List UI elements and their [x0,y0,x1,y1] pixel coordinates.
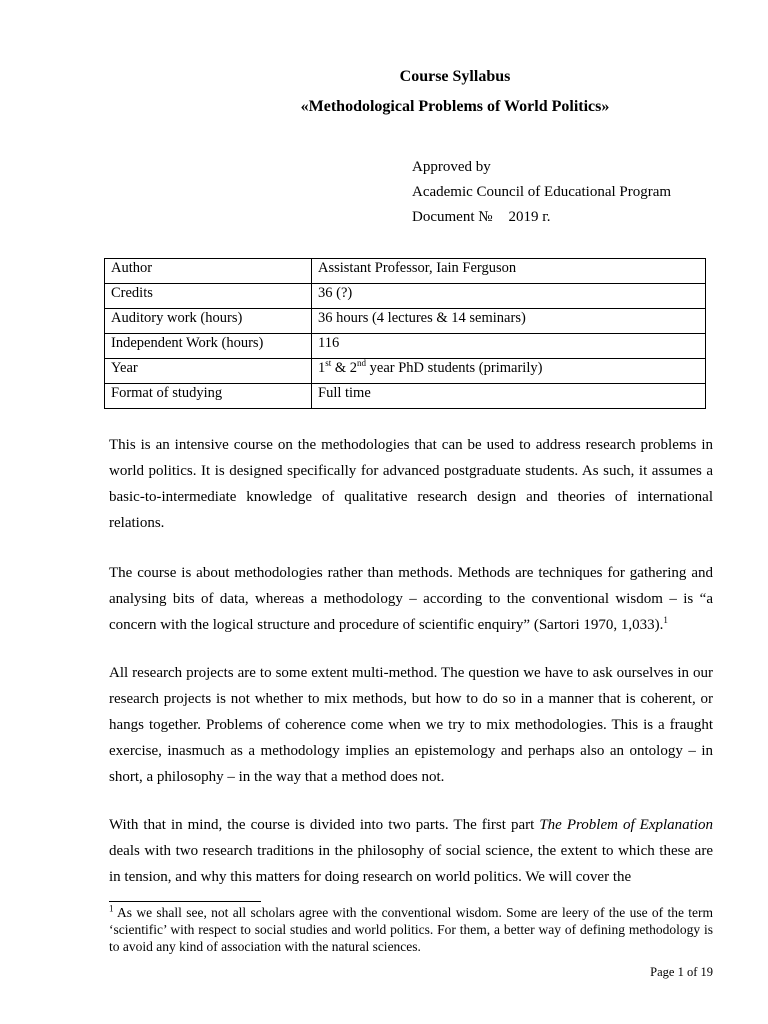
year-part: 1 [318,360,326,376]
table-value [312,359,706,384]
paragraph-text: With that in mind, the course is divided into two parts. The first part [109,817,540,833]
approval-council: Academic Council of Educational Program [412,184,672,200]
table-row [105,284,706,309]
table-key: Auditory work (hours) [105,309,312,334]
table-row [105,384,706,409]
table-row [105,359,706,384]
table-key: Format of studying [105,384,312,409]
footnote [109,904,713,955]
paragraph-text: deals with two research traditions in the philosophy of social science, the extent to which these are in tension, and why this matters for doing research on world politics. We will cover the [109,843,713,885]
table-row [105,334,706,359]
table-key: Independent Work (hours) [105,334,312,359]
approval-line: Approved by [412,159,491,175]
year-part: year PhD students (primarily) [366,360,543,376]
year-suffix: st [325,358,332,369]
intro-paragraph: This is an intensive course on the methodologies that can be used to address research problems in world politics. It is designed specifically for advanced postgraduate students. As such, it assumes a basic-to-intermediate knowledge of qualitative research design and theories of international relations. [109,437,713,531]
table-row [105,259,706,284]
table-value: 116 [312,334,706,359]
table-value: Assistant Professor, Iain Ferguson [312,259,706,284]
course-structure-paragraph [109,812,713,890]
table-value: Full time [312,384,706,409]
page-number: Page 1 of 19 [650,965,713,979]
table-value: 36 (?) [312,284,706,309]
part-title: The Problem of Explanation [539,817,713,833]
document-label: Document № [412,209,493,225]
paragraph-text: The course is about methodologies rather than methods. Methods are techniques for gathering and analysing bits of data, whereas a methodology – according to the conventional wisdom – is “a concern with the logical structure and procedure of scientific enquiry” (Sartori 1970, 1,033). [109,565,713,633]
table-key: Author [105,259,312,284]
course-info-table [104,258,706,409]
approval-document [412,205,671,230]
table-row [105,309,706,334]
syllabus-title: Course Syllabus [399,68,511,85]
footnote-reference: 1 [663,615,668,625]
table-key: Year [105,359,312,384]
footnote-divider [109,901,261,902]
year-part: & 2 [331,360,358,376]
methodology-paragraph [109,560,713,638]
approval-block [412,155,671,230]
multi-method-paragraph: All research projects are to some extent multi-method. The question we have to ask ourselves in our research projects is not whether to mix methods, but how to do so in a manner that is coherent, or hangs together. Problems of coherence come when we try to mix methodologies. This is a fraught exercise, inasmuch as a methodology implies an epistemology and perhaps also an ontology – in short, a philosophy – in the way that a method does not. [109,665,713,785]
footnote-text: As we shall see, not all scholars agree with the conventional wisdom. Some are leery of the use of the term ‘scientific’ with respect to social studies and world politics. For them, a better way of defining methodology is to avoid any kind of association with the natural sciences. [109,905,713,954]
document-year: 2019 г. [508,209,551,225]
course-title: «Methodological Problems of World Politics» [300,98,610,115]
table-value: 36 hours (4 lectures & 14 seminars) [312,309,706,334]
year-suffix: nd [357,358,367,369]
footnote-marker: 1 [109,903,114,914]
table-key: Credits [105,284,312,309]
